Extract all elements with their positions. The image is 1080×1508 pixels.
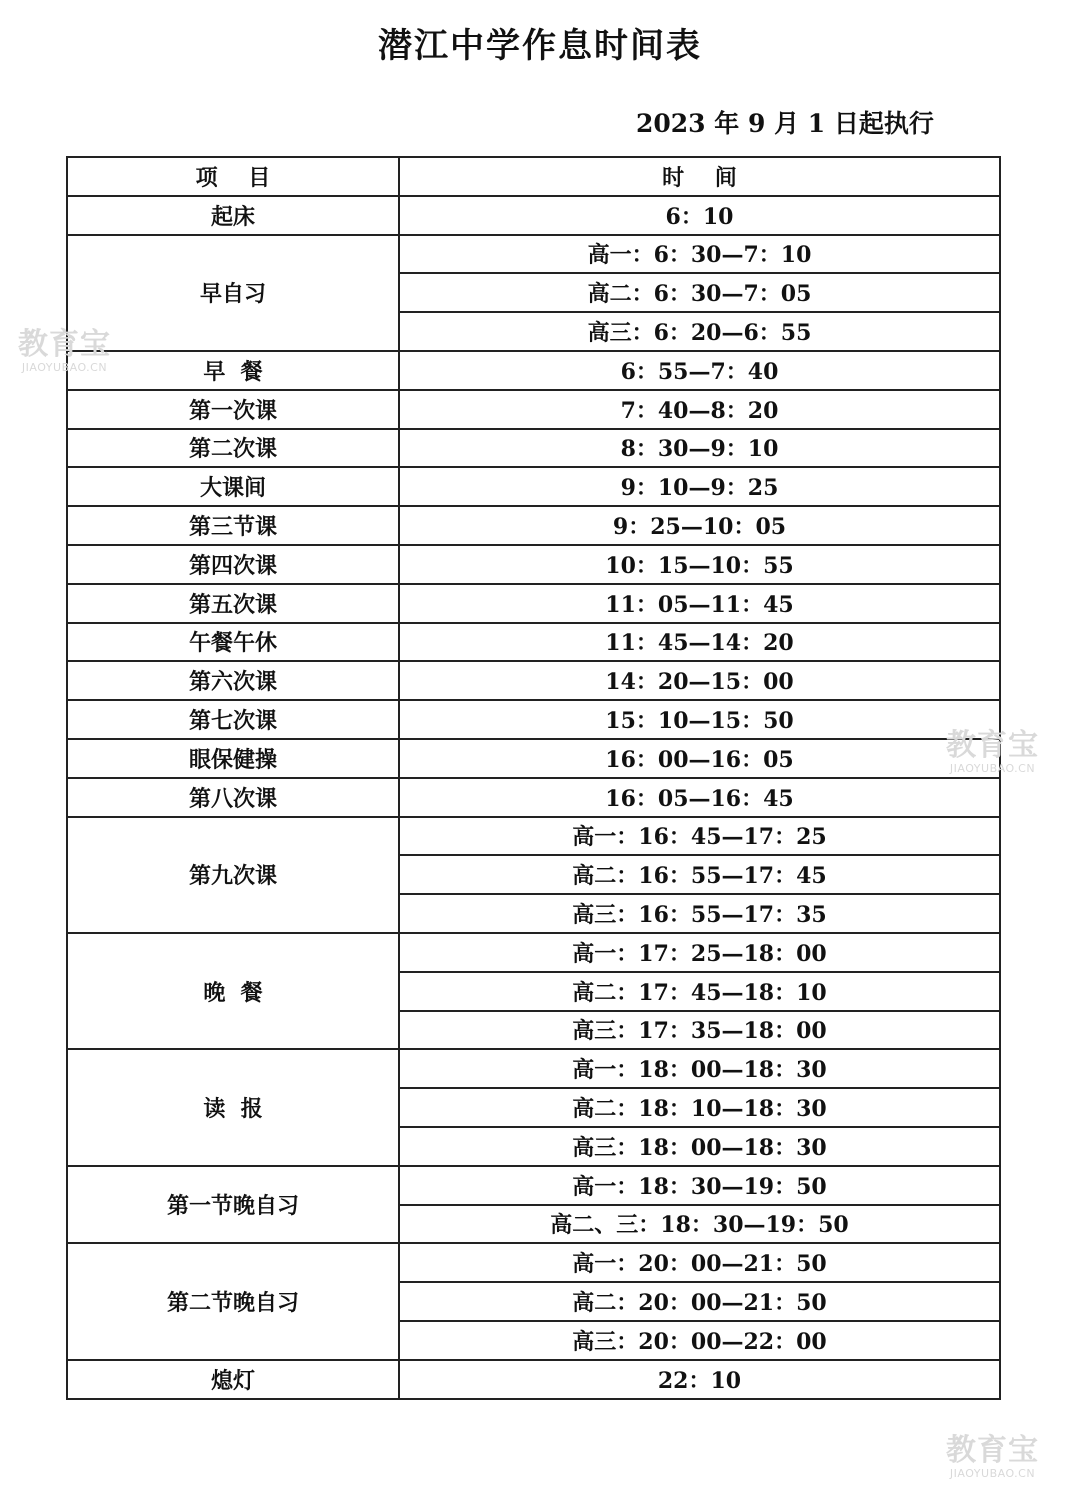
schedule-item: 第一节晚自习: [67, 1166, 399, 1244]
watermark-logo-text: 教育宝: [18, 327, 111, 362]
table-row: [67, 545, 1000, 584]
schedule-time: 高二、三：18：30—19：50: [399, 1205, 1000, 1244]
watermark-logo-text: 教育宝: [946, 1433, 1039, 1468]
table-row: [67, 429, 1000, 468]
watermark-right-middle: [946, 728, 1039, 775]
table-row: [67, 1166, 1000, 1205]
schedule-time: 16：05—16：45: [399, 778, 1000, 817]
schedule-item: 第三节课: [67, 506, 399, 545]
table-row: [67, 351, 1000, 390]
schedule-time: 高二：17：45—18：10: [399, 972, 1000, 1011]
table-row: [67, 1049, 1000, 1088]
schedule-time: 高三：17：35—18：00: [399, 1011, 1000, 1050]
schedule-item: 眼保健操: [67, 739, 399, 778]
schedule-time: 16：00—16：05: [399, 739, 1000, 778]
schedule-table: [66, 156, 1001, 1400]
schedule-item: 熄灯: [67, 1360, 399, 1399]
schedule-item: 早 餐: [67, 351, 399, 390]
schedule-item: 读 报: [67, 1049, 399, 1165]
table-row: [67, 623, 1000, 662]
watermark-right-bottom: [946, 1433, 1039, 1480]
schedule-time: 9：25—10：05: [399, 506, 1000, 545]
schedule-time: 11：45—14：20: [399, 623, 1000, 662]
table-row: [67, 506, 1000, 545]
schedule-time: 14：20—15：00: [399, 661, 1000, 700]
header-time: 时 间: [399, 157, 1000, 196]
watermark-left: [18, 327, 111, 374]
schedule-time: 8：30—9：10: [399, 429, 1000, 468]
schedule-time: 高一：18：30—19：50: [399, 1166, 1000, 1205]
table-row: [67, 1243, 1000, 1282]
schedule-time: 6：55—7：40: [399, 351, 1000, 390]
schedule-time: 高二：20：00—21：50: [399, 1282, 1000, 1321]
page-title: 潜江中学作息时间表: [378, 26, 702, 66]
schedule-item: 第九次课: [67, 817, 399, 933]
schedule-item: 第六次课: [67, 661, 399, 700]
schedule-time: 高三：20：00—22：00: [399, 1321, 1000, 1360]
table-row: [67, 1360, 1000, 1399]
table-row: [67, 700, 1000, 739]
schedule-item: 晚 餐: [67, 933, 399, 1049]
schedule-item: 起床: [67, 196, 399, 235]
schedule-time: 高二：18：10—18：30: [399, 1088, 1000, 1127]
schedule-time: 高三：6：20—6：55: [399, 312, 1000, 351]
schedule-time: 高一：18：00—18：30: [399, 1049, 1000, 1088]
table-row: [67, 235, 1000, 274]
schedule-table-body: [67, 157, 1000, 1399]
effective-date: 2023 年 9 月 1 日起执行: [636, 109, 934, 138]
schedule-time: 15：10—15：50: [399, 700, 1000, 739]
schedule-time: 22：10: [399, 1360, 1000, 1399]
schedule-time: 高二：16：55—17：45: [399, 855, 1000, 894]
schedule-time: 9：10—9：25: [399, 467, 1000, 506]
table-row: [67, 817, 1000, 856]
watermark-logo-text: 教育宝: [946, 728, 1039, 763]
watermark-url: JIAOYUBAO.CN: [949, 1467, 1036, 1480]
schedule-time: 高三：18：00—18：30: [399, 1127, 1000, 1166]
schedule-time: 6：10: [399, 196, 1000, 235]
table-row: [67, 390, 1000, 429]
schedule-item: 第七次课: [67, 700, 399, 739]
schedule-time: 高一：16：45—17：25: [399, 817, 1000, 856]
schedule-item: 大课间: [67, 467, 399, 506]
table-row: [67, 739, 1000, 778]
schedule-time: 高一：6：30—7：10: [399, 235, 1000, 274]
header-item: 项 目: [67, 157, 399, 196]
schedule-time: 高二：6：30—7：05: [399, 273, 1000, 312]
schedule-time: 10：15—10：55: [399, 545, 1000, 584]
table-row: [67, 778, 1000, 817]
table-row: [67, 467, 1000, 506]
table-row: [67, 196, 1000, 235]
schedule-item: 早自习: [67, 235, 399, 351]
schedule-time: 高三：16：55—17：35: [399, 894, 1000, 933]
table-row: [67, 661, 1000, 700]
table-header-row: [67, 157, 1000, 196]
schedule-time: 高一：17：25—18：00: [399, 933, 1000, 972]
schedule-time: 高一：20：00—21：50: [399, 1243, 1000, 1282]
schedule-item: 第四次课: [67, 545, 399, 584]
watermark-url: JIAOYUBAO.CN: [21, 361, 108, 374]
schedule-item: 第二节晚自习: [67, 1243, 399, 1359]
schedule-item: 第一次课: [67, 390, 399, 429]
schedule-item: 午餐午休: [67, 623, 399, 662]
schedule-item: 第八次课: [67, 778, 399, 817]
watermark-url: JIAOYUBAO.CN: [949, 762, 1036, 775]
schedule-time: 11：05—11：45: [399, 584, 1000, 623]
schedule-item: 第五次课: [67, 584, 399, 623]
table-row: [67, 933, 1000, 972]
schedule-item: 第二次课: [67, 429, 399, 468]
table-row: [67, 584, 1000, 623]
schedule-time: 7：40—8：20: [399, 390, 1000, 429]
